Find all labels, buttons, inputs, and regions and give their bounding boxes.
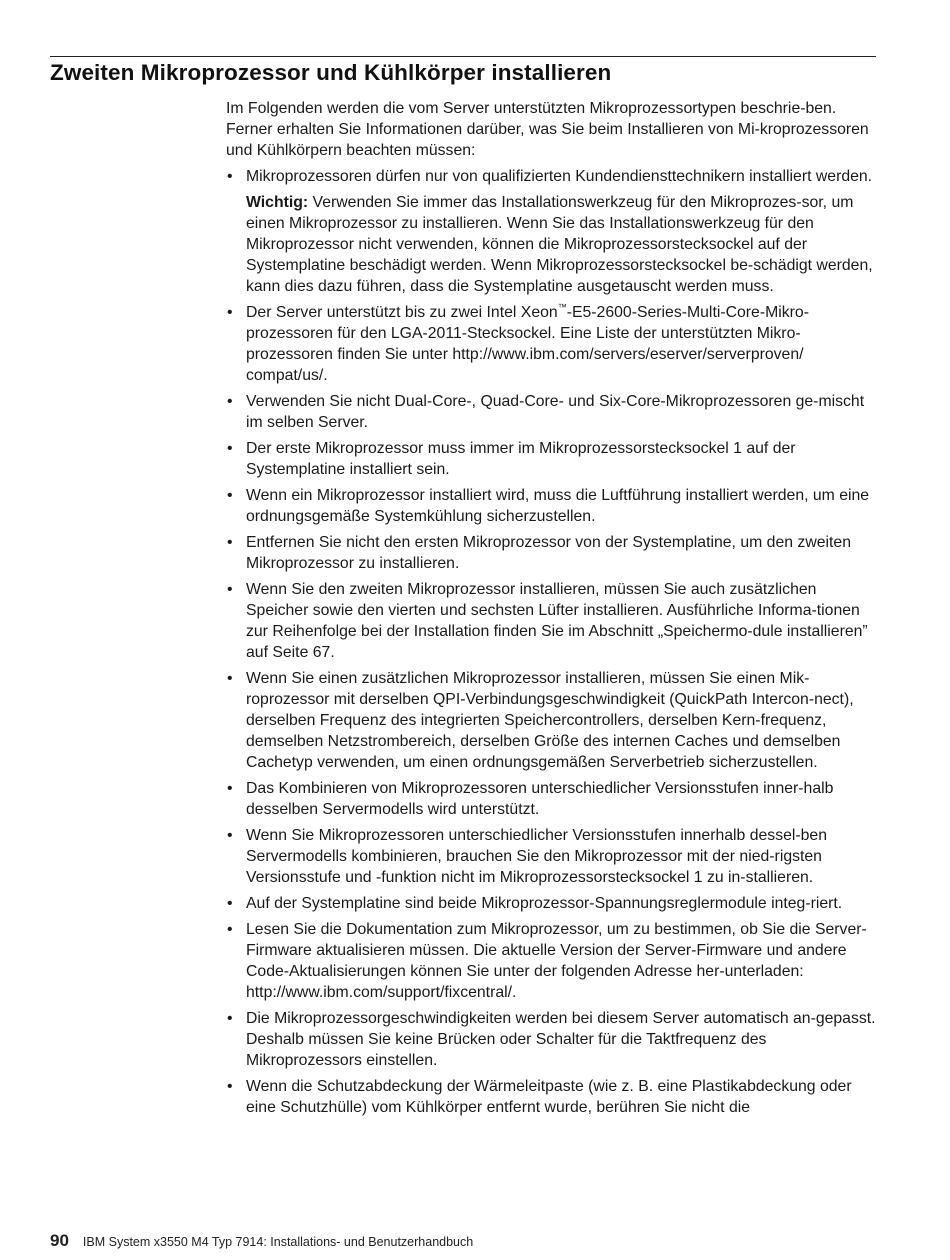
list-item <box>226 391 876 433</box>
list-item-text: Auf der Systemplatine sind beide Mikroprozessor-Spannungsreglermodule integ-riert. <box>246 895 843 912</box>
list-item-text: Mikroprozessoren dürfen nur von qualifizierten Kundendiensttechnikern installiert werden. <box>246 168 873 185</box>
page-footer <box>50 1231 473 1251</box>
list-item-text: Wenn ein Mikroprozessor installiert wird, muss die Luftführung installiert werden, um eine ordnungsgemäße Systemkühlung sicherzustellen. <box>246 487 870 525</box>
list-item <box>226 166 876 297</box>
list-item <box>226 579 876 663</box>
list-item-text <box>246 302 876 386</box>
bullet-icon: • <box>227 168 233 185</box>
list-item-text: Der erste Mikroprozessor muss immer im Mikroprozessorstecksockel 1 auf der Systemplatine installiert sein. <box>246 440 796 478</box>
list-item-text: Lesen Sie die Dokumentation zum Mikroprozessor, um zu bestimmen, ob Sie die Server-Firmware aktualisieren müssen. Die aktuelle Version der Server-Firmware und andere Code-Aktualisierungen können Sie unter der folgenden Adresse her-unterladen: http://www.ibm.com/support/fixcentral/. <box>246 921 867 1001</box>
list-item-text: Wenn Sie den zweiten Mikroprozessor installieren, müssen Sie auch zusätzlichen Speicher sowie den vierten und sechsten Lüfter installieren. Ausführliche Informa-tionen zur Reihenfolge bei der Installation finden Sie im Abschnitt „Speichermo-dule installieren” auf Seite 67. <box>246 581 868 661</box>
list-item-text: Entfernen Sie nicht den ersten Mikroprozessor von der Systemplatine, um den zweiten Mikroprozessor zu installieren. <box>246 534 851 572</box>
bullet-icon: • <box>227 921 233 938</box>
list-item-text: Wenn die Schutzabdeckung der Wärmeleitpaste (wie z. B. eine Plastikabdeckung oder eine Schutzhülle) vom Kühlkörper entfernt wurde, berühren Sie nicht die <box>246 1078 852 1116</box>
list-item <box>226 532 876 574</box>
bullet-icon: • <box>227 534 233 551</box>
list-item <box>226 485 876 527</box>
section-content <box>226 98 876 1123</box>
top-rule <box>50 56 876 57</box>
list-item-text: Verwenden Sie nicht Dual-Core-, Quad-Core- und Six-Core-Mikroprozessoren ge-mischt im selben Server. <box>246 393 865 431</box>
list-item <box>226 778 876 820</box>
list-item-text: Wenn Sie einen zusätzlichen Mikroprozessor installieren, müssen Sie einen Mik-roprozessor mit derselben QPI-Verbindungsgeschwindigkeit (QuickPath Intercon-nect), derselben Frequenz des integrierten Speichercontrollers, derselben Kern-frequenz, demselben Netzstrombereich, derselben Größe des internen Caches und demselben Cachetyp verwenden, um einen ordnungsgemäßen Serverbetrieb sicherzustellen. <box>246 670 854 771</box>
important-note <box>246 192 876 297</box>
list-item-text: Die Mikroprozessorgeschwindigkeiten werden bei diesem Server automatisch an-gepasst. Deshalb müssen Sie keine Brücken oder Schalter für die Taktfrequenz des Mikroprozessors einstellen. <box>246 1010 876 1069</box>
bullet-icon: • <box>227 670 233 687</box>
trademark-symbol: ™ <box>557 302 567 312</box>
list-item-text: Das Kombinieren von Mikroprozessoren unterschiedlicher Versionsstufen inner-halb desselben Servermodells wird unterstützt. <box>246 780 834 818</box>
important-label: Wichtig: <box>246 194 309 211</box>
list-item <box>226 438 876 480</box>
bullet-icon: • <box>227 827 233 844</box>
list-item <box>226 1076 876 1118</box>
bullet-icon: • <box>227 895 233 912</box>
bullet-icon: • <box>227 440 233 457</box>
list-item <box>226 825 876 888</box>
list-item <box>226 893 876 914</box>
bullet-icon: • <box>227 393 233 410</box>
bullet-icon: • <box>227 1010 233 1027</box>
bullet-icon: • <box>227 581 233 598</box>
section-title: Zweiten Mikroprozessor und Kühlkörper installieren <box>50 60 612 85</box>
list-item-text: Wenn Sie Mikroprozessoren unterschiedlicher Versionsstufen innerhalb dessel-ben Servermodells kombinieren, brauchen Sie den Mikroprozessor mit der nied-rigsten Versionsstufe und -funktion nicht im Mikroprozessorstecksockel 1 zu in-stallieren. <box>246 827 827 886</box>
list-item-text-part: -E5-2600-Series-Multi-Core-Mikro-prozessoren für den LGA-2011-Stecksockel. Eine Liste der unterstützten Mikro-prozessoren finden Sie unter http://www.ibm.com/servers/eserver/serverproven/ compat/us/. <box>246 304 809 384</box>
footer-text: IBM System x3550 M4 Typ 7914: Installations- und Benutzerhandbuch <box>82 1235 474 1249</box>
page-number: 90 <box>50 1231 69 1250</box>
bullet-icon: • <box>227 780 233 797</box>
intro-paragraph: Im Folgenden werden die vom Server unterstützten Mikroprozessortypen beschrie-ben. Ferner erhalten Sie Informationen darüber, was Sie beim Installieren von Mi-kroprozessoren und Kühlkörpern beachten müssen: <box>226 100 869 159</box>
important-text: Verwenden Sie immer das Installationswerkzeug für den Mikroprozes-sor, um einen Mikroprozessor zu installieren. Wenn Sie das Installationswerkzeug für den Mikroprozessor nicht verwenden, können die Mikroprozessorstecksockel auf der Systemplatine beschädigt werden. Wenn Mikroprozessorstecksockel be-schädigt werden, kann dies dazu führen, dass die Systemplatine ausgetauscht werden muss. <box>246 194 873 295</box>
list-item <box>226 668 876 773</box>
bullet-icon: • <box>227 487 233 504</box>
bullet-icon: • <box>227 304 233 321</box>
list-item <box>226 919 876 1003</box>
list-item <box>226 302 876 386</box>
list-item-text-part: Der Server unterstützt bis zu zwei Intel Xeon <box>246 304 558 321</box>
requirements-list <box>226 166 876 1118</box>
list-item <box>226 1008 876 1071</box>
bullet-icon: • <box>227 1078 233 1095</box>
